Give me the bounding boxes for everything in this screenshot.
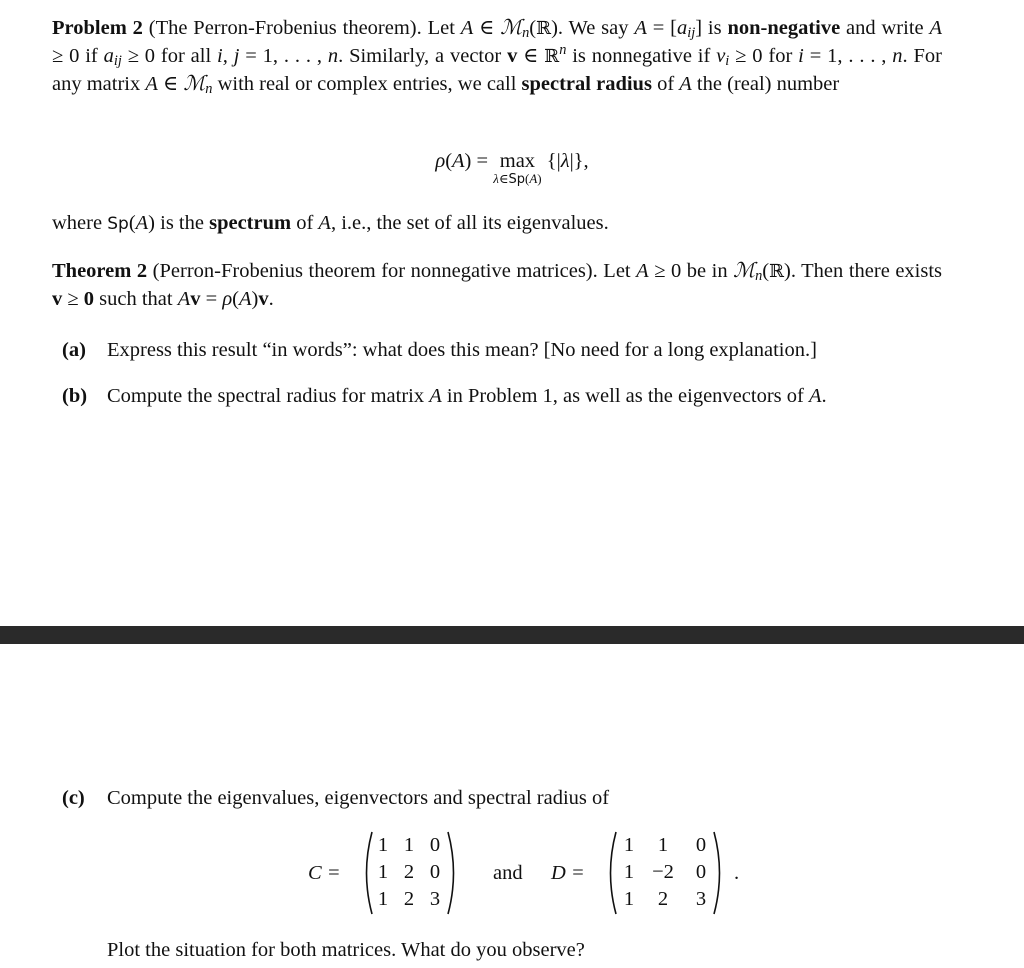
matrix-c-cell: 0 [429,861,441,883]
matrix-c-cell: 1 [377,861,389,883]
matrix-d-cell: 0 [695,861,707,883]
matrix-d-cell: 1 [623,861,635,883]
part-c-label: (c) [62,787,85,809]
theorem-paragraph: Theorem 2 (Perron-Frobenius theorem for nonnegative matrices). Let A ≥ 0 be in ℳ$_n$(ℝ). Then there exists v ≥ 0 such that Av = ρ(A)v. [52,258,943,310]
matrices-end-punct: . [734,862,740,884]
problem-paragraph: Problem 2 (The Perron-Frobenius theorem). Let A ∈ ℳ$_n$(ℝ). We say $A = [a_{ij}]$ is non-negative and write A ≥ 0 if $a_{ij} \ge 0$ for all i, j = 1, . . . , n. Similarly, a vector v ∈ ℝ$^n$ is nonnegative if $v_i \ge 0$ for i = 1, . . . , n. For any matrix A ∈ ℳ$_n$ with real or complex entries, we call spectral radius of A the (real) number [52,15,943,97]
matrix-d-cell: 1 [657,834,669,856]
matrix-c-cell: 2 [403,861,415,883]
matrix-d-cell: 3 [695,888,707,910]
part-a-label: (a) [62,339,86,361]
theorem-heading: Theorem 2 [52,260,148,282]
matrix-c-right-paren [446,830,460,916]
matrix-d-cell: −2 [652,861,674,883]
page-divider [0,626,1024,644]
matrix-c-cell: 1 [403,834,415,856]
part-a-text: Express this result “in words”: what does this mean? [No need for a long explanation.] [107,339,817,361]
matrices-display [0,830,1024,916]
spectrum-definition: where Sp(A) is the spectrum of A, i.e., the set of all its eigenvalues. [52,212,609,234]
matrix-d-cell: 1 [623,834,635,856]
spectral-radius-formula: ρ(A) = max λ∈Sp(A) {|λ|}, [435,150,589,187]
matrix-d-right-paren [712,830,726,916]
part-a [62,337,942,365]
part-c-text: Compute the eigenvalues, eigenvectors and spectral radius of [107,787,610,809]
matrix-c [360,830,460,916]
part-c [62,785,942,813]
matrix-c-cell: 3 [429,888,441,910]
matrix-d-cell: 1 [623,888,635,910]
matrix-d-label: D = [551,862,585,884]
matrix-d-cell: 0 [695,834,707,856]
part-b-text: Compute the spectral radius for matrix A in Problem 1, as well as the eigenvectors of A. [107,385,827,407]
matrix-c-cell: 2 [403,888,415,910]
matrix-c-cell: 0 [429,834,441,856]
closing-instruction: Plot the situation for both matrices. What do you observe? [107,939,585,961]
matrix-d-cell: 2 [657,888,669,910]
problem-heading: Problem 2 [52,17,143,39]
part-b [62,383,942,411]
conjunction-text: and [493,862,523,884]
theorem-title: (Perron-Frobenius theorem for nonnegative matrices). [152,260,598,282]
problem-title: (The Perron-Frobenius theorem). [148,17,422,39]
matrix-c-cell: 1 [377,834,389,856]
matrix-d [604,830,726,916]
matrix-c-label: C = [308,862,341,884]
part-b-label: (b) [62,385,88,407]
matrix-c-cell: 1 [377,888,389,910]
